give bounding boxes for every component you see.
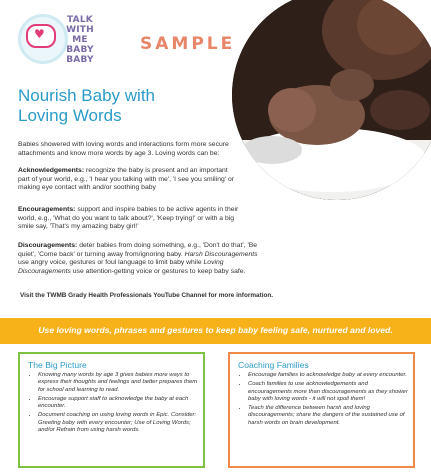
acknowledgements-paragraph [18,167,240,193]
banner-text: Use loving words, phrases and gestures to keep baby feeling safe, nurtured and loved. [38,325,393,335]
coaching-families-box [228,352,415,468]
coaching-item: • Coach families to use acknowledgements and encouragements more than discouragements as they shower baby with loving words - it will not spoil them! [248,381,413,403]
discouragements-text-a: deter babies from doing something, e.g., 'Don't do that', 'Be quiet', 'Come back' or turning away from/ignoring baby. [18,242,258,258]
logo-word-3: BABY [66,45,94,55]
youtube-note: Visit the TWMB Grady Health Professionals YouTube Channel for more information. [20,292,274,299]
discouragements-paragraph [18,242,268,276]
logo-word-1: TALK [67,15,93,25]
sample-label: SAMPLE [140,34,236,54]
logo-word-2: WITH ME [66,25,94,45]
big-picture-list [28,372,203,436]
acknowledgements-text: recognize the baby is present and an important part of your world, e.g., 'I hear you talking with me', 'I see you smiling' or making eye contact with and/or soothing baby [18,167,234,192]
big-picture-item: • Encourage support staff to acknowledge the baby at each encounter. [38,396,203,411]
discouragements-text-c: use attention-getting voice or gestures to keep baby safe. [72,267,246,275]
coaching-item: • Encourage families to acknowledge baby at every encounter. [248,372,413,379]
loving-discouragements-label: Loving Discouragements [18,259,224,275]
discouragements-label: Discouragements: [18,242,78,249]
big-picture-title: The Big Picture [28,360,87,370]
intro-paragraph: Babies showered with loving words and interactions form more secure attachments and know more words by age 3. Loving words can be: [18,141,229,157]
harsh-discouragements-label: Harsh Discouragements [184,250,258,258]
logo-word-4: BABY [66,55,94,65]
encouragements-label: Encouragements: [18,206,76,213]
encouragements-paragraph [18,206,240,232]
coaching-item: • Teach the difference between harsh and loving discouragements; share the dangers of the sustained use of harsh words on brain development. [248,405,413,427]
encouragements-text: support and inspire babies to be active agents in their world, e.g., 'What do you want to talk about?', 'Keep trying!' or with a big smile say, 'That's my amazing baby girl!' [18,206,239,231]
big-picture-item: • Knowing many words by age 3 gives babies more ways to express their thoughts and feelings and better prepares them for school and learning to read. [38,372,203,394]
photo-illustration [232,0,431,200]
parent-baby-photo [232,0,431,200]
acknowledgements-label: Acknowledgements: [18,167,85,174]
big-picture-box [18,352,205,468]
heart-icon: ♥ [34,27,45,41]
big-picture-item: • Document coaching on using loving words in Epic. Consider: Greeting baby with every encounter; Use of Loving Words; and/or Refrain from using harsh words. [38,412,203,434]
title-line-1: Nourish Baby with [18,86,156,105]
logo-wordmark [62,15,98,65]
talk-with-me-baby-logo [12,8,98,72]
coaching-families-list [238,372,413,429]
discouragements-text-b: use angry voice, gestures or foul language to limit baby while [18,259,202,267]
title-line-2: Loving Words [18,106,122,125]
coaching-families-title: Coaching Families [238,360,309,370]
